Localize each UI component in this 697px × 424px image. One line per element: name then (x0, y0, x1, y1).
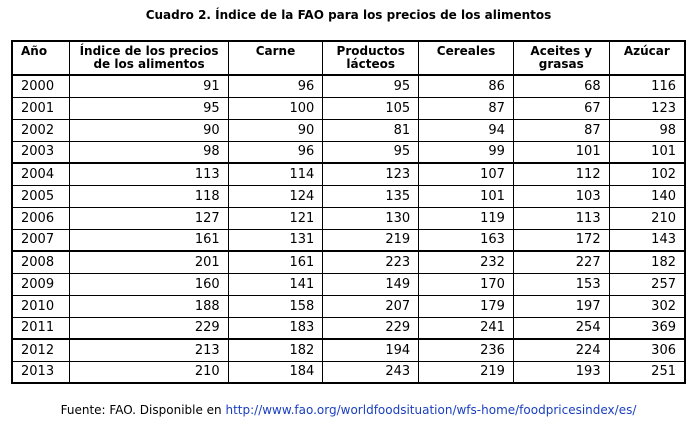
cell-dairy: 243 (323, 361, 419, 383)
cell-dairy: 123 (323, 163, 419, 185)
cell-oils: 254 (513, 317, 609, 339)
cell-oils: 103 (513, 185, 609, 207)
cell-meat: 131 (228, 229, 323, 251)
cell-food-index: 91 (70, 75, 228, 97)
cell-year: 2007 (12, 229, 70, 251)
cell-food-index: 188 (70, 295, 228, 317)
cell-oils: 68 (513, 75, 609, 97)
cell-cereals: 94 (419, 119, 514, 141)
cell-sugar: 102 (609, 163, 685, 185)
cell-dairy: 95 (323, 141, 419, 163)
table-row (12, 273, 685, 295)
cell-year: 2012 (12, 339, 70, 361)
cell-oils: 87 (513, 119, 609, 141)
cell-year: 2010 (12, 295, 70, 317)
table-row (12, 251, 685, 273)
cell-cereals: 99 (419, 141, 514, 163)
cell-oils: 193 (513, 361, 609, 383)
column-header-sugar: Azúcar (609, 41, 685, 75)
cell-sugar: 369 (609, 317, 685, 339)
cell-food-index: 161 (70, 229, 228, 251)
cell-cereals: 101 (419, 185, 514, 207)
fao-price-table (11, 40, 686, 384)
cell-dairy: 135 (323, 185, 419, 207)
cell-cereals: 87 (419, 97, 514, 119)
cell-year: 2003 (12, 141, 70, 163)
cell-sugar: 257 (609, 273, 685, 295)
cell-year: 2013 (12, 361, 70, 383)
column-header-year: Año (12, 41, 70, 75)
column-header-meat: Carne (228, 41, 323, 75)
cell-meat: 182 (228, 339, 323, 361)
cell-cereals: 86 (419, 75, 514, 97)
cell-sugar: 210 (609, 207, 685, 229)
cell-dairy: 81 (323, 119, 419, 141)
cell-food-index: 118 (70, 185, 228, 207)
cell-year: 2000 (12, 75, 70, 97)
cell-oils: 112 (513, 163, 609, 185)
cell-food-index: 213 (70, 339, 228, 361)
table-row (12, 295, 685, 317)
cell-oils: 101 (513, 141, 609, 163)
cell-food-index: 127 (70, 207, 228, 229)
cell-dairy: 105 (323, 97, 419, 119)
cell-meat: 141 (228, 273, 323, 295)
cell-food-index: 229 (70, 317, 228, 339)
cell-year: 2009 (12, 273, 70, 295)
cell-year: 2002 (12, 119, 70, 141)
cell-dairy: 219 (323, 229, 419, 251)
cell-food-index: 90 (70, 119, 228, 141)
table-row (12, 317, 685, 339)
cell-dairy: 95 (323, 75, 419, 97)
cell-year: 2005 (12, 185, 70, 207)
table-row (12, 119, 685, 141)
cell-year: 2008 (12, 251, 70, 273)
cell-cereals: 119 (419, 207, 514, 229)
cell-meat: 121 (228, 207, 323, 229)
source-note (0, 403, 697, 417)
cell-sugar: 140 (609, 185, 685, 207)
cell-meat: 90 (228, 119, 323, 141)
cell-food-index: 210 (70, 361, 228, 383)
cell-oils: 227 (513, 251, 609, 273)
cell-food-index: 98 (70, 141, 228, 163)
column-header-cereals: Cereales (419, 41, 514, 75)
cell-dairy: 207 (323, 295, 419, 317)
cell-dairy: 229 (323, 317, 419, 339)
cell-meat: 158 (228, 295, 323, 317)
table-row (12, 141, 685, 163)
cell-sugar: 182 (609, 251, 685, 273)
cell-oils: 113 (513, 207, 609, 229)
cell-oils: 153 (513, 273, 609, 295)
cell-year: 2004 (12, 163, 70, 185)
column-header-oils: Aceites y grasas (513, 41, 609, 75)
cell-meat: 100 (228, 97, 323, 119)
cell-cereals: 232 (419, 251, 514, 273)
cell-sugar: 302 (609, 295, 685, 317)
cell-oils: 224 (513, 339, 609, 361)
cell-year: 2001 (12, 97, 70, 119)
table-row (12, 229, 685, 251)
table-title: Cuadro 2. Índice de la FAO para los precios de los alimentos (145, 8, 552, 22)
table-row (12, 185, 685, 207)
cell-meat: 183 (228, 317, 323, 339)
source-prefix: Fuente: FAO. Disponible en (60, 403, 226, 417)
cell-meat: 114 (228, 163, 323, 185)
header-row (12, 41, 685, 75)
cell-dairy: 194 (323, 339, 419, 361)
cell-food-index: 201 (70, 251, 228, 273)
cell-food-index: 95 (70, 97, 228, 119)
cell-dairy: 130 (323, 207, 419, 229)
column-header-food-index: Índice de los precios de los alimentos (70, 41, 228, 75)
cell-cereals: 163 (419, 229, 514, 251)
table-row (12, 339, 685, 361)
cell-meat: 184 (228, 361, 323, 383)
cell-sugar: 98 (609, 119, 685, 141)
cell-meat: 96 (228, 141, 323, 163)
cell-sugar: 123 (609, 97, 685, 119)
cell-cereals: 236 (419, 339, 514, 361)
table-row (12, 163, 685, 185)
cell-year: 2011 (12, 317, 70, 339)
cell-food-index: 160 (70, 273, 228, 295)
table-row (12, 207, 685, 229)
cell-sugar: 143 (609, 229, 685, 251)
cell-cereals: 179 (419, 295, 514, 317)
cell-sugar: 101 (609, 141, 685, 163)
source-link[interactable]: http://www.fao.org/worldfoodsituation/wfs-home/foodpricesindex/es/ (225, 403, 637, 417)
cell-cereals: 107 (419, 163, 514, 185)
cell-dairy: 223 (323, 251, 419, 273)
cell-cereals: 170 (419, 273, 514, 295)
cell-oils: 172 (513, 229, 609, 251)
table-row (12, 97, 685, 119)
cell-oils: 67 (513, 97, 609, 119)
cell-oils: 197 (513, 295, 609, 317)
cell-year: 2006 (12, 207, 70, 229)
cell-cereals: 219 (419, 361, 514, 383)
cell-meat: 124 (228, 185, 323, 207)
cell-dairy: 149 (323, 273, 419, 295)
cell-meat: 161 (228, 251, 323, 273)
column-header-dairy: Productos lácteos (323, 41, 419, 75)
table-row (12, 361, 685, 383)
cell-sugar: 251 (609, 361, 685, 383)
cell-sugar: 116 (609, 75, 685, 97)
cell-food-index: 113 (70, 163, 228, 185)
table-row (12, 75, 685, 97)
cell-meat: 96 (228, 75, 323, 97)
cell-cereals: 241 (419, 317, 514, 339)
cell-sugar: 306 (609, 339, 685, 361)
